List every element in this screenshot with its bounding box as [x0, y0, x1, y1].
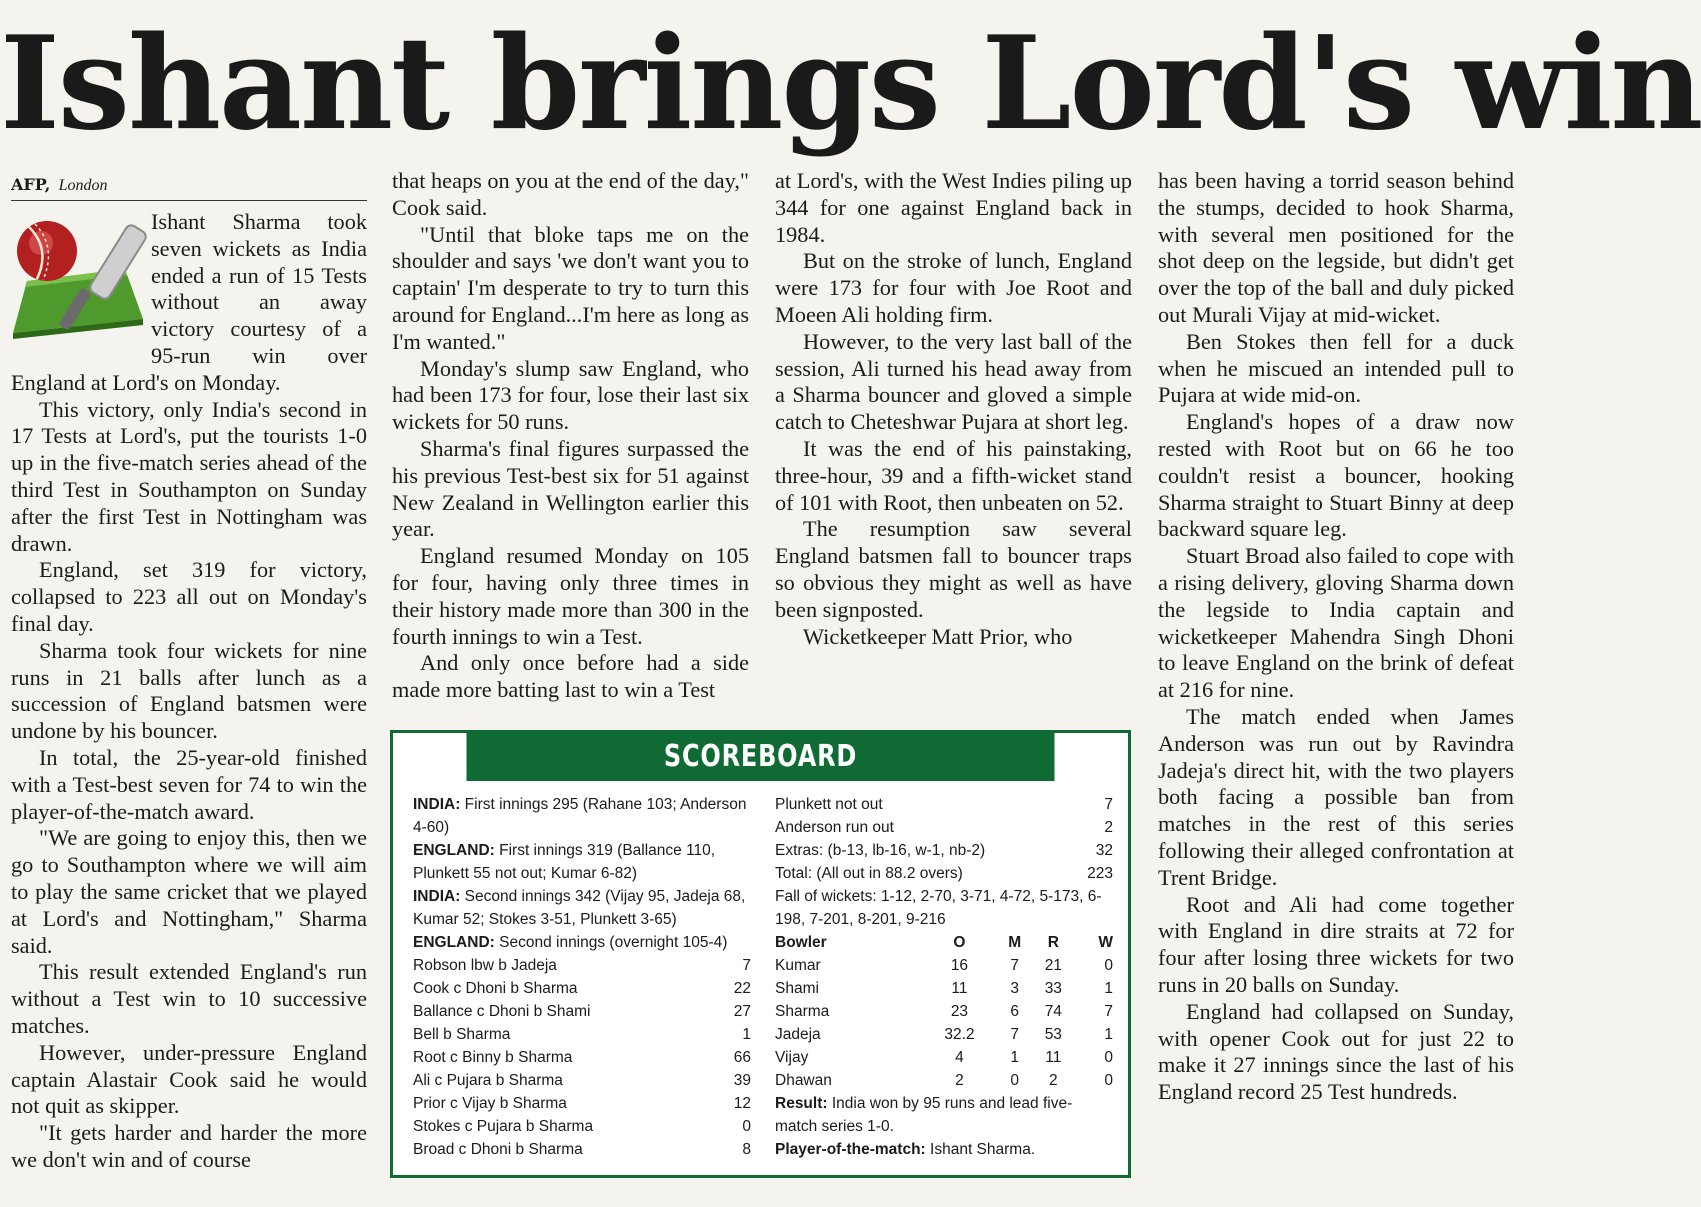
scoreboard-left-column [413, 793, 751, 1161]
table-cell: 1 [1104, 980, 1113, 997]
batsman-dismissal: Anderson run out [775, 819, 894, 836]
paragraph: that heaps on you at the end of the day," Cook said. [392, 168, 749, 220]
batsman-dismissal: Broad c Dhoni b Sharma [413, 1141, 583, 1158]
bowling-row [775, 977, 1113, 1000]
batsman-dismissal: Robson lbw b Jadeja [413, 957, 557, 974]
batsman-dismissal: Cook c Dhoni b Sharma [413, 980, 578, 997]
batsman-runs: 12 [733, 1095, 751, 1112]
total-runs: 223 [1087, 865, 1113, 882]
table-cell: 0 [1010, 1072, 1019, 1089]
paragraph: However, to the very last ball of the session, Ali turned his head away from a Sharma bouncer and gloved a simple catch to Cheteshwar Pujara at short leg. [775, 328, 1132, 435]
batsman-dismissal: Ballance c Dhoni b Shami [413, 1003, 591, 1020]
article-column-2 [392, 168, 749, 708]
table-cell: 6 [1010, 1003, 1019, 1020]
innings-text: Second innings (overnight 105-4) [499, 934, 728, 951]
innings-team: ENGLAND: [413, 934, 495, 951]
bowling-row [775, 1000, 1113, 1023]
table-cell: 1 [1104, 1026, 1113, 1043]
batsman-runs: 8 [742, 1141, 751, 1158]
innings-summary [413, 885, 751, 931]
extras-label: Extras: (b-13, lb-16, w-1, nb-2) [775, 842, 986, 859]
table-cell: Dhawan [775, 1072, 832, 1089]
bowling-row [775, 954, 1113, 977]
paragraph: England resumed Monday on 105 for four, having only three times in their history made more than 300 in the fourth innings to win a Test. [392, 543, 749, 649]
article-column-3 [775, 168, 1132, 708]
paragraph: England's hopes of a draw now rested with Root but on 66 he too couldn't resist a bouncer, hooking Sharma straight to Stuart Binny at deep backward square leg. [1158, 409, 1514, 542]
innings-summary [413, 931, 751, 954]
paragraph: This victory, only India's second in 17 Tests at Lord's, put the tourists 1-0 up in the five-match series ahead of the third Test in Southampton on Sunday after the first Test in Nottingham was drawn. [11, 396, 367, 556]
column-header: O [953, 934, 966, 951]
paragraph: England had collapsed on Sunday, with opener Cook out for just 22 to make it 27 innings since the last of his England record 25 Test hundreds. [1158, 998, 1514, 1105]
table-cell: 4 [955, 1049, 964, 1066]
fall-of-wickets: Fall of wickets: 1-12, 2-70, 3-71, 4-72, 5-173, 6-198, 7-201, 8-201, 9-216 [775, 888, 1102, 928]
batting-row [413, 1115, 751, 1138]
paragraph: at Lord's, with the West Indies piling up 344 for one against England back in 1984. [775, 168, 1132, 247]
batting-row [413, 1046, 751, 1069]
innings-team: INDIA: [413, 888, 461, 905]
paragraph: Ben Stokes then fell for a duck when he miscued an intended pull to Pujara at wide mid-on. [1158, 328, 1514, 408]
batting-row [413, 977, 751, 1000]
batsman-dismissal: Bell b Sharma [413, 1026, 511, 1043]
table-cell: 74 [1044, 1003, 1062, 1020]
paragraph: Monday's slump saw England, who had been 173 for four, lose their last six wickets for 50 runs. [392, 355, 749, 435]
table-cell: 33 [1044, 980, 1062, 997]
paragraph: "It gets harder and harder the more we don't win and of course [11, 1120, 367, 1172]
scoreboard-box [390, 730, 1131, 1178]
paragraph: The match ended when James Anderson was run out by Ravindra Jadeja's direct hit, with the two players both facing a possible ban from matches in the rest of this series following their alleged confrontation at Trent Bridge. [1158, 703, 1514, 890]
column-header: R [1047, 934, 1059, 951]
paragraph: Sharma's final figures surpassed the his previous Test-best six for 51 against New Zealand in Wellington earlier this year. [392, 435, 749, 542]
batsman-runs: 2 [1104, 819, 1113, 836]
table-cell: 0 [1104, 1072, 1113, 1089]
paragraph: Root and Ali had come together with England in dire straits at 72 for four after losing three wickets for two runs in 20 balls on Sunday. [1158, 891, 1514, 997]
innings-text: First innings 319 (Ballance 110, Plunkett 55 not out; Kumar 6-82) [413, 842, 716, 882]
innings-summary [413, 793, 751, 839]
total-row [775, 862, 1113, 885]
table-cell: 21 [1044, 957, 1062, 974]
paragraph: This result extended England's run without a Test win to 10 successive matches. [11, 959, 367, 1038]
paragraph: "Until that bloke taps me on the shoulder and says 'we don't want you to captain' I'm desperate to try to turn this around for England...I'm here as long as I'm wanted." [392, 221, 749, 354]
article-column-1 [11, 168, 367, 1198]
paragraph: England, set 319 for victory, collapsed to 223 all out on Monday's final day. [11, 557, 367, 636]
table-cell: 0 [1104, 1049, 1113, 1066]
cricket-logo-icon [7, 209, 147, 347]
batting-row [413, 1000, 751, 1023]
batting-row [413, 1092, 751, 1115]
scoreboard-right-column [775, 793, 1113, 1161]
batsman-dismissal: Root c Binny b Sharma [413, 1049, 573, 1066]
batsman-dismissal: Plunkett not out [775, 796, 883, 813]
article-column-4 [1158, 168, 1514, 1198]
innings-text: Second innings 342 (Vijay 95, Jadeja 68, Kumar 52; Stokes 3-51, Plunkett 3-65) [413, 888, 746, 928]
paragraph: has been having a torrid season behind the stumps, decided to hook Sharma, with several men positioned for the shot deep on the legside, but didn't get over the top of the ball and duly picked out Murali Vijay at mid-wicket. [1158, 168, 1514, 327]
batsman-runs: 0 [742, 1118, 751, 1135]
bowling-row [775, 1023, 1113, 1046]
batsman-runs: 39 [733, 1072, 751, 1089]
result-text: India won by 95 runs and lead five-match series 1-0. [775, 1095, 1073, 1135]
paragraph: And only once before had a side made more batting last to win a Test [392, 650, 749, 703]
batsman-dismissal: Prior c Vijay b Sharma [413, 1095, 567, 1112]
batsman-runs: 7 [1104, 796, 1113, 813]
batting-row [775, 793, 1113, 816]
batsman-runs: 66 [733, 1049, 751, 1066]
bowling-table [775, 931, 1113, 1092]
batsman-runs: 22 [733, 980, 751, 997]
batsman-dismissal: Stokes c Pujara b Sharma [413, 1118, 594, 1135]
paragraph: "We are going to enjoy this, then we go to Southampton where we will aim to play the same cricket that we played at Lord's and Nottingham," Sharma said. [11, 825, 367, 958]
paragraph: But on the stroke of lunch, England were 173 for four with Joe Root and Moeen Ali holding firm. [775, 248, 1132, 327]
headline: Ishant brings Lord's win [0, 9, 1701, 159]
table-cell: Vijay [775, 1049, 809, 1066]
bowling-header-row [775, 931, 1113, 954]
column-header: M [1008, 934, 1022, 951]
scoreboard-title: SCOREBOARD [467, 733, 1055, 781]
paragraph: Wicketkeeper Matt Prior, who [803, 623, 1073, 649]
innings-summary [413, 839, 751, 885]
total-label: Total: (All out in 88.2 overs) [775, 865, 963, 882]
batsman-runs: 1 [742, 1026, 751, 1043]
potm-text: Ishant Sharma. [930, 1141, 1036, 1158]
table-cell: 32.2 [944, 1026, 975, 1043]
table-cell: 1 [1010, 1049, 1019, 1066]
table-cell: 7 [1104, 1003, 1113, 1020]
table-cell: 0 [1104, 957, 1113, 974]
player-of-the-match [775, 1138, 1113, 1161]
column-header: Bowler [775, 934, 827, 951]
byline-location: London [58, 177, 108, 194]
table-cell: 16 [950, 957, 969, 974]
batting-row [775, 816, 1113, 839]
table-cell: Kumar [775, 957, 821, 974]
batsman-runs: 27 [733, 1003, 751, 1020]
extras-runs: 32 [1095, 842, 1113, 859]
table-cell: Sharma [775, 1003, 830, 1020]
table-cell: 2 [1049, 1072, 1058, 1089]
batsman-runs: 7 [742, 957, 751, 974]
batting-row [413, 1069, 751, 1092]
paragraph: Sharma took four wickets for nine runs in 21 balls after lunch as a succession of England batsmen were undone by his bouncer. [11, 637, 367, 744]
table-cell: 2 [955, 1072, 964, 1089]
paragraph: The resumption saw several England batsmen fall to bouncer traps so obvious they might as well as have been signposted. [775, 516, 1132, 622]
batting-row [413, 1023, 751, 1046]
paragraph: However, under-pressure England captain Alastair Cook said he would not quit as skipper. [11, 1039, 367, 1119]
extras-row [775, 839, 1113, 862]
paragraph: Ishant Sharma took seven wickets as India ended a run of 15 Tests without an away victory courtesy of a 95-run win over England at Lord's on Monday. [11, 209, 367, 395]
table-cell: Shami [775, 980, 819, 997]
result-label: Result: [775, 1095, 828, 1112]
batting-row [413, 1138, 751, 1161]
batting-row [413, 954, 751, 977]
byline-agency: AFP, [11, 175, 51, 194]
potm-label: Player-of-the-match: [775, 1141, 926, 1158]
table-cell: 11 [1045, 1049, 1062, 1066]
match-result [775, 1092, 1113, 1138]
table-cell: 23 [950, 1003, 969, 1020]
byline [11, 168, 367, 201]
bowling-row [775, 1069, 1113, 1092]
bowling-row [775, 1046, 1113, 1069]
paragraph: It was the end of his painstaking, three-hour, 39 and a fifth-wicket stand of 101 with Root, then unbeaten on 52. [775, 435, 1132, 515]
table-cell: Jadeja [775, 1026, 821, 1043]
paragraph: Stuart Broad also failed to cope with a rising delivery, gloving Sharma down the legside to India captain and wicketkeeper Mahendra Singh Dhoni to leave England on the brink of defeat at 216 for nine. [1158, 543, 1514, 703]
table-cell: 7 [1010, 1026, 1019, 1043]
innings-team: ENGLAND: [413, 842, 495, 859]
table-cell: 53 [1044, 1026, 1062, 1043]
table-cell: 11 [951, 980, 968, 997]
table-cell: 3 [1010, 980, 1019, 997]
table-cell: 7 [1010, 957, 1019, 974]
column-header: W [1098, 934, 1113, 951]
paragraph: In total, the 25-year-old finished with a Test-best seven for 74 to win the player-of-the-match award. [11, 744, 367, 824]
batsman-dismissal: Ali c Pujara b Sharma [413, 1072, 563, 1089]
innings-team: INDIA: [413, 796, 461, 813]
innings-text: First innings 295 (Rahane 103; Anderson 4-60) [413, 796, 747, 836]
